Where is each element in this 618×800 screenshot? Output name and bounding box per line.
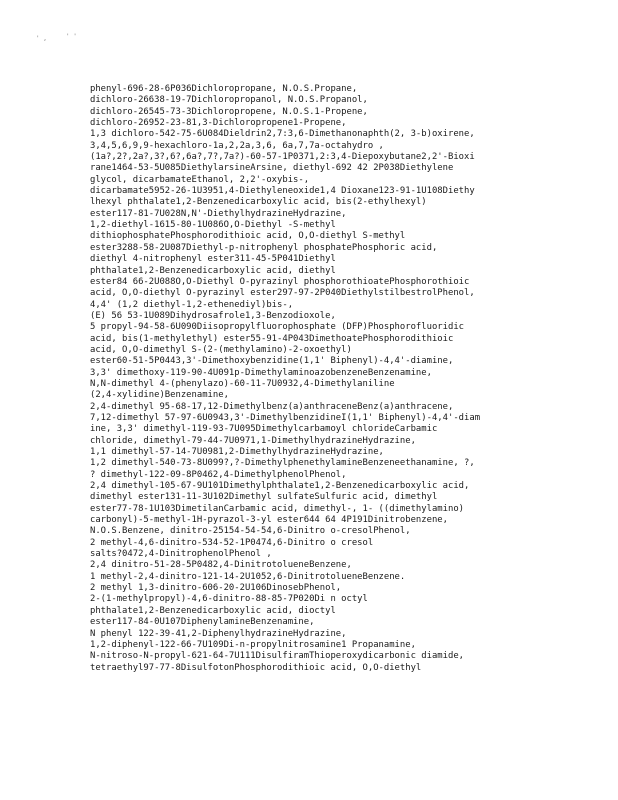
text-line: chloride, dimethyl-79-44-7U0971,1-DimethylhydrazineHydrazine, xyxy=(90,435,416,446)
text-line: 1,2 dimethyl-540-73-8U099?,?-DimethylphenethylamineBenzeneethanamine, ?, xyxy=(90,458,475,469)
text-line: ester84 66-2U088O,O-Diethyl O-pyrazinyl phosphorothioatePhosphorothioic xyxy=(90,276,470,287)
text-line: ? dimethyl-122-09-8P0462,4-DimethylphenolPhenol, xyxy=(90,469,347,480)
text-line: 2,4-dimethyl 95-68-17,12-Dimethylbenz(a)anthraceneBenz(a)anthracene, xyxy=(90,401,454,412)
text-line: ester117-84-0U107DiphenylamineBenzenamine, xyxy=(90,617,315,628)
text-line: dicarbamate5952-26-1U3951,4-Diethyleneoxide1,4 Dioxane123-91-1U108Diethy xyxy=(90,186,475,197)
text-line: dimethyl ester131-11-3U102Dimethyl sulfateSulfuric acid, dimethyl xyxy=(90,492,438,503)
text-line: glycol, dicarbamateEthanol, 2,2'-oxybis-, xyxy=(90,174,310,185)
text-line: 2-(1-methylpropyl)-4,6-dinitro-88-85-7P020Di n octyl xyxy=(90,594,368,605)
text-line: 3,4,5,6,9,9-hexachloro-1a,2,2a,3,6, 6a,7,7a-octahydro , xyxy=(90,140,384,151)
text-line: 4,4' (1,2 diethyl-1,2-ethenediyl)bis-, xyxy=(90,299,294,310)
text-line: ester60-51-5P0443,3'-Dimethoxybenzidine(1,1' Biphenyl)-4,4'-diamine, xyxy=(90,356,454,367)
text-line: (2,4-xylidine)Benzenamine, xyxy=(90,390,229,401)
text-line: dichloro-26545-73-3Dichloropropene, N.O.S.1-Propene, xyxy=(90,106,368,117)
text-line: diethyl 4-nitrophenyl ester311-45-5P041Diethyl xyxy=(90,254,336,265)
text-line: phthalate1,2-Benzenedicarboxylic acid, diethyl xyxy=(90,265,336,276)
text-line: tetraethyl97-77-8DisulfotonPhosphorodithioic acid, O,O-diethyl xyxy=(90,662,422,673)
text-line: 1,3 dichloro-542-75-6U084Dieldrin2,7:3,6-Dimethanonaphth(2, 3-b)oxirene, xyxy=(90,129,475,140)
text-line: 7,12-dimethyl 57-97-6U0943,3'-DimethylbenzidineI(1,1' Biphenyl)-4,4'-diam xyxy=(90,412,481,423)
text-line: salts?0472,4-DinitrophenolPhenol , xyxy=(90,549,272,560)
text-line: 2,4 dinitro-51-28-5P0482,4-DinitrotolueneBenzene, xyxy=(90,560,352,571)
text-line: (E) 56 53-1U089Dihydrosafrole1,3-Benzodioxole, xyxy=(90,310,336,321)
text-line: acid, O,O-diethyl O-pyrazinyl ester297-97-2P040DiethylstilbestrolPhenol, xyxy=(90,288,475,299)
text-line: 2 methyl-4,6-dinitro-534-52-1P0474,6-Dinitro o cresol xyxy=(90,537,374,548)
text-line: N phenyl 122-39-41,2-DiphenylhydrazineHydrazine, xyxy=(90,628,347,639)
text-line: rane1464-53-5U085DiethylarsineArsine, diethyl-692 42 2P038Diethylene xyxy=(90,163,454,174)
text-line: 1,2-diethyl-1615-80-1U086O,O-Diethyl -S-methyl xyxy=(90,220,336,231)
text-line: 2 methyl 1,3-dinitro-606-20-2U106DinosebPhenol, xyxy=(90,583,342,594)
text-line: ine, 3,3' dimethyl-119-93-7U095Dimethylcarbamoyl chlorideCarbamic xyxy=(90,424,438,435)
text-line: acid, O,O-dimethyl S-(2-(methylamino)-2-oxoethyl) xyxy=(90,344,352,355)
text-line: N,N-dimethyl 4-(phenylazo)-60-11-7U0932,4-Dimethylaniline xyxy=(90,378,395,389)
text-line: dichloro-26638-19-7Dichloropropanol, N.O.S.Propanol, xyxy=(90,95,368,106)
text-line: 2,4 dimethyl-105-67-9U101Dimethylphthalate1,2-Benzenedicarboxylic acid, xyxy=(90,481,470,492)
text-line: dithiophosphatePhosphorodithioic acid, O,O-diethyl S-methyl xyxy=(90,231,406,242)
text-line: 1,1 dimethyl-57-14-7U0981,2-DimethylhydrazineHydrazine, xyxy=(90,447,384,457)
text-line: 5 propyl-94-58-6U090Diisopropylfluorophosphate (DFP)Phosphorofluoridic xyxy=(90,322,465,333)
text-line: 1,2-diphenyl-122-66-7U109Di-n-propylnitrosamine1 Propanamine, xyxy=(90,639,416,650)
scan-speck: ' , xyxy=(36,35,47,42)
text-line: phthalate1,2-Benzenedicarboxylic acid, dioctyl xyxy=(90,605,336,616)
text-line: ester117-81-7U028N,N'-DiethylhydrazineHydrazine, xyxy=(90,208,347,219)
text-line: 3,3' dimethoxy-119-90-4U091p-DimethylaminoazobenzeneBenzenamine, xyxy=(90,367,432,378)
text-line: (1a?,2?,2a?,3?,6?,6a?,7?,7a?)-60-57-1P0371,2:3,4-Diepoxybutane2,2'-Bioxi xyxy=(90,152,475,163)
text-line: ester77-78-1U103DimetilanCarbamic acid, dimethyl-, 1- ((dimethylamino) xyxy=(90,503,465,514)
text-line: 1 methyl-2,4-dinitro-121-14-2U1052,6-DinitrotolueneBenzene. xyxy=(90,571,406,582)
text-line: dichloro-26952-23-81,3-Dichloropropene1-Propene, xyxy=(90,118,347,129)
text-line: phenyl-696-28-6P036Dichloropropane, N.O.S.Propane, xyxy=(90,84,358,94)
text-line: lhexyl phthalate1,2-Benzenedicarboxylic acid, bis(2-ethylhexyl) xyxy=(90,197,427,208)
scan-speck: ' ' xyxy=(66,33,77,40)
document-text-block xyxy=(90,84,610,674)
text-line: acid, bis(1-methylethyl) ester55-91-4P043DimethoatePhosphorodithioic xyxy=(90,333,454,344)
text-line: N-nitroso-N-propyl-621-64-7U111DisulfiramThioperoxydicarbonic diamide, xyxy=(90,651,465,662)
text-line: ester3288-58-2U087Diethyl-p-nitrophenyl phosphatePhosphoric acid, xyxy=(90,242,438,253)
text-line: N.O.S.Benzene, dinitro-25154-54-54,6-Dinitro o-cresolPhenol, xyxy=(90,526,411,537)
text-line: carbonyl)-5-methyl-1H-pyrazol-3-yl ester644 64 4P191Dinitrobenzene, xyxy=(90,515,448,526)
